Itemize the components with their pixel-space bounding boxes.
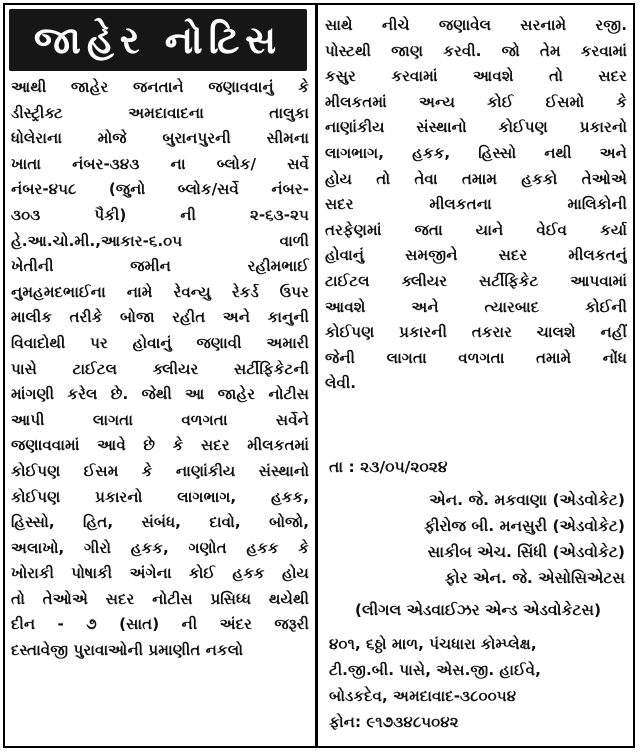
text-line: હોવાનું સમજીને સદર મીલકતનું [325, 246, 627, 265]
text-line: ખાતા નંબર-૩૪૩ ના બ્લોક/ સર્વે [11, 154, 309, 173]
text-line: પોસ્ટથી જાણ કરવી. જો તેમ કરવામાં [325, 41, 627, 60]
text-line: નુમહમદભાઈના નામે રેવન્યુ રેકર્ડ ઉપર [11, 282, 309, 301]
signatory-line: એન. જે. મકવાણા (એડવોકેટ) [429, 491, 625, 509]
text-line: ડીસ્ટ્રીક્ટ અમદાવાદના તાલુકા [11, 103, 309, 122]
text-line: ટાઈટલ ક્લીયર સર્ટીફિકેટ આપવામાં [325, 271, 627, 290]
notice-date: તા : ૨૩/૦૫/૨૦૨૪ [329, 458, 448, 476]
text-line: ધોલેરાના મોજે બુરાનપુરની સીમના [11, 129, 309, 148]
text-line: જણાવવામાં આવે છે કે સદર મીલકતમાં [11, 436, 309, 455]
text-line: દસ્તાવેજી પુરાવાઓની પ્રમાણીત નકલો [11, 641, 243, 660]
text-line: ખેતીની જમીન રહીમભાઈ [11, 257, 309, 276]
text-line: વિવાદોથી પર હોવાનું જણાવી અમારી [11, 333, 309, 352]
text-line: જેની લાગતા વળગતા તમામે નોંધ [325, 348, 627, 367]
text-line: સાથે નીચે જણાવેલ સરનામે રજી. [325, 16, 627, 34]
text-line: આપી લાગતા વળગતા સર્વેને [11, 410, 309, 429]
signatory-line: ફીરોજ બી. મનસુરી (એડવોકેટ) [423, 517, 625, 535]
right-body-text [325, 13, 627, 397]
text-line: દીન - ૭ (સાત) ની અંદર જરૂરી [11, 615, 309, 634]
firm-address [329, 631, 625, 735]
text-line: આવશે અને ત્યારબાદ કોઈની [325, 297, 627, 316]
left-column [5, 5, 315, 746]
text-line: તરફેણમાં જતા યાને વેઈવ કર્યા [325, 220, 627, 239]
text-line: કોઈપણ ઈસમ કે નાણાંકીય સંસ્થાનો [11, 461, 309, 480]
public-notice [3, 3, 635, 748]
text-line: નાણાંકીય સંસ્થાનો કોઈપણ પ્રકારનો [325, 118, 627, 137]
text-line: નંબર-૪૫૮ (જુનો બ્લોક/સર્વે નંબર- [11, 180, 309, 199]
text-line: હે.આ.ચો.મી.,આકાર-૬.૦૫ વાળી [11, 231, 309, 250]
text-line: લેવી. [325, 374, 357, 393]
text-line: મીલકતમાં અન્ય કોઈ ઈસમો કે [325, 92, 627, 111]
text-line: પાસે ટાઈટલ ક્લીયર સર્ટીફિકેટની [11, 359, 309, 378]
text-line: અલાખો, ગીરો હકક, ગણોત હકક કે [11, 538, 309, 557]
text-line: તો તેઓએ સદર નોટીસ પ્રસિધ્ધ થયેથી [11, 589, 309, 608]
text-line: હિસ્સો, હિત, સંબંધ, દાવો, બોજો, [11, 513, 309, 532]
address-line: ૪૦૧, ૬ઠ્ઠો માળ, પંચધારા કોમ્પ્લેક્ષ, [329, 635, 537, 653]
signatory-line: ફોર એન. જે. એસોસિએટસ [444, 569, 625, 587]
text-line: કોઈપણ પ્રકારનો લાગભાગ, હકક, [11, 487, 309, 506]
address-line: બોડકદેવ, અમદાવાદ-૩૮૦૦૫૪ [329, 687, 517, 705]
text-line: સદર મીલકતના માલિકોની [325, 195, 627, 214]
text-line: માલીક તરીકે બોજા રહીત અને કાનુની [11, 308, 309, 327]
text-line: લાગભાગ, હકક, હિસ્સો નથી અને [325, 143, 627, 162]
text-line: માંગણી કરેલ છે. જેથી આ જાહેર નોટીસ [11, 385, 309, 404]
firm-description: (લીગલ એડવાઈઝર એન્ડ એડવોકેટસ) [354, 601, 602, 619]
notice-title: જાહેર નોટિસ [9, 9, 307, 71]
right-column [319, 5, 633, 746]
text-line: ખોરાકી પોષાકી અંગેના કોઈ હકક હોય [11, 564, 309, 583]
text-line: ૩૦૩ પૈકી) ની ૨-૬૩-૨૫ [11, 205, 309, 224]
signatory-line: સાકીબ એચ. સિંધી (એડવોકેટ) [427, 543, 625, 561]
left-body-text [11, 75, 309, 664]
text-line: હોય તો તેવા તમામ હકકો તેઓએ [325, 169, 627, 188]
address-line: ફોન: ૯૧૭૩૪૮૫૦૪૨ [329, 713, 459, 731]
text-line: કસુર કરવામાં આવશે તો સદર [325, 67, 627, 86]
text-line: કોઈપણ પ્રકારની તકરાર ચાલશે નહીં [325, 323, 627, 342]
column-divider [315, 5, 318, 746]
text-line: આથી જાહેર જનતાને જણાવવાનું કે [11, 78, 309, 96]
address-line: ટી.જી.બી. પાસે, એસ.જી. હાઈવે, [329, 661, 541, 679]
signatories [424, 487, 625, 591]
